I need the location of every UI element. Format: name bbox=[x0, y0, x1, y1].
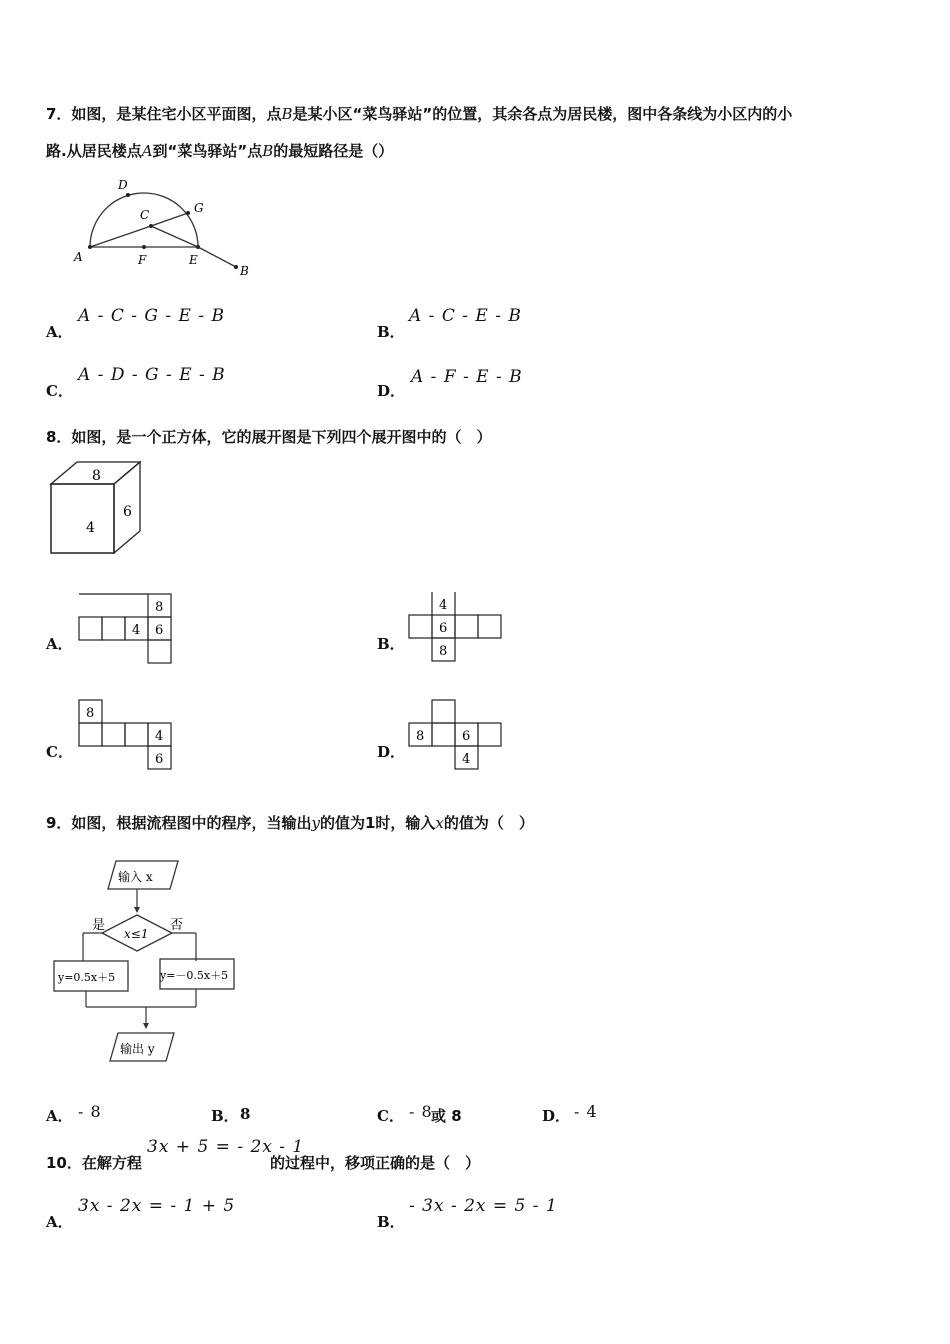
q7-point-e bbox=[196, 245, 200, 249]
q8-a-cell-2 bbox=[102, 617, 125, 640]
q9-cond-text: x≤1 bbox=[124, 927, 149, 941]
q8-cube-front-number: 4 bbox=[86, 520, 95, 536]
q7-point-c bbox=[149, 224, 153, 228]
q8-option-a-net[interactable] bbox=[76, 592, 176, 664]
q8-cube-top-number: 8 bbox=[92, 468, 101, 484]
q7-option-b-label[interactable]: B． bbox=[377, 323, 405, 341]
q7-line-ac bbox=[90, 226, 151, 247]
q7-label-e: E bbox=[189, 253, 198, 267]
q10-option-a-label[interactable]: A． bbox=[46, 1213, 73, 1231]
q8-c-num-right-bottom: 6 bbox=[155, 752, 164, 767]
q7-option-d-text[interactable]: A - F - E - B bbox=[411, 367, 523, 387]
q7-option-b-text[interactable]: A - C - E - B bbox=[409, 306, 522, 326]
q8-option-a-label[interactable]: A． bbox=[46, 635, 73, 653]
q8-b-cell-3 bbox=[455, 615, 478, 638]
q9-arrowhead-2 bbox=[143, 1023, 149, 1029]
q8-c-cell-1 bbox=[79, 723, 102, 746]
q7-point-g bbox=[186, 211, 190, 215]
q10-option-b-text[interactable]: - 3x - 2x = 5 - 1 bbox=[409, 1196, 558, 1216]
q7-map-figure bbox=[70, 175, 260, 280]
q10-option-a-text[interactable]: 3x - 2x = - 1 + 5 bbox=[78, 1196, 236, 1216]
q7-line-eb bbox=[198, 247, 236, 267]
q8-b-num-mid: 6 bbox=[439, 621, 448, 636]
q8-option-d-net[interactable] bbox=[406, 698, 508, 772]
q7-label-f: F bbox=[138, 253, 147, 267]
q8-stem: 8．如图，是一个正方体，它的展开图是下列四个展开图中的（ ） bbox=[46, 428, 492, 446]
q8-a-num-mid1: 4 bbox=[132, 623, 141, 638]
q9-option-b-label[interactable]: B． bbox=[211, 1107, 239, 1125]
q7-option-a-label[interactable]: A． bbox=[46, 323, 73, 341]
q8-d-cell-2 bbox=[432, 723, 455, 746]
q10-stem-part1: 10．在解方程 bbox=[46, 1154, 142, 1172]
q8-a-num-mid2: 6 bbox=[155, 623, 164, 638]
q8-cube-front-face bbox=[51, 484, 114, 553]
q8-a-num-top: 8 bbox=[155, 600, 164, 615]
q8-a-cell-1 bbox=[79, 617, 102, 640]
q9-arrowhead-1 bbox=[134, 907, 140, 913]
q8-b-cell-1 bbox=[409, 615, 432, 638]
q7-label-g: G bbox=[194, 201, 204, 215]
q7-label-b: B bbox=[240, 264, 249, 278]
q9-output-text: 输出 y bbox=[120, 1042, 155, 1056]
q7-label-c: C bbox=[140, 208, 150, 222]
q8-option-c-net[interactable] bbox=[76, 698, 176, 772]
q9-no-label: 否 bbox=[170, 918, 184, 933]
q8-d-num-mid: 6 bbox=[462, 729, 471, 744]
q8-b-num-top: 4 bbox=[439, 598, 448, 613]
q9-option-a-label[interactable]: A． bbox=[46, 1107, 73, 1125]
q8-c-num-right-top: 4 bbox=[155, 729, 164, 744]
q8-cube-side-number: 6 bbox=[123, 504, 132, 520]
q8-c-num-top: 8 bbox=[86, 706, 95, 721]
q7-line-cg bbox=[151, 213, 188, 226]
q8-option-d-label[interactable]: D． bbox=[377, 743, 406, 761]
q8-d-num-bottom: 4 bbox=[462, 752, 471, 767]
q9-option-c-text[interactable]: - 8 bbox=[409, 1102, 433, 1121]
q9-stem: 9．如图，根据流程图中的程序，当输出y的值为1时，输入x的值为（ ） bbox=[46, 814, 534, 832]
q7-point-d bbox=[126, 193, 130, 197]
q9-option-d-text[interactable]: - 4 bbox=[574, 1102, 598, 1121]
q7-point-f bbox=[142, 245, 146, 249]
q9-option-b-text[interactable]: 8 bbox=[240, 1105, 251, 1123]
q9-option-d-label[interactable]: D． bbox=[542, 1107, 571, 1125]
q9-input-text: 输入 x bbox=[118, 870, 153, 884]
q8-d-cell-top bbox=[432, 700, 455, 723]
q8-b-cell-4 bbox=[478, 615, 501, 638]
q9-option-c-suffix[interactable]: 或 8 bbox=[431, 1107, 462, 1125]
q7-option-c-text[interactable]: A - D - G - E - B bbox=[78, 365, 226, 385]
q10-option-b-label[interactable]: B． bbox=[377, 1213, 405, 1231]
q7-stem-line2: 路.从居民楼点A到“菜鸟驿站”点B的最短路径是（） bbox=[46, 142, 394, 160]
q9-right-process-text: y=－0.5x＋5 bbox=[160, 969, 229, 982]
q8-b-num-bottom: 8 bbox=[439, 644, 448, 659]
q9-left-process-text: y=0.5x＋5 bbox=[58, 971, 116, 984]
q8-cube-figure bbox=[48, 458, 143, 558]
q10-equation: 3x + 5 = - 2x - 1 bbox=[147, 1137, 305, 1157]
q8-c-cell-3 bbox=[125, 723, 148, 746]
q8-a-cell-bottom bbox=[148, 640, 171, 663]
q8-d-cell-4 bbox=[478, 723, 501, 746]
q7-line-ce bbox=[151, 226, 198, 247]
q7-point-a bbox=[88, 245, 92, 249]
q7-stem-line1: 7．如图，是某住宅小区平面图，点B是某小区“菜鸟驿站”的位置，其余各点为居民楼，图中各条线为小区内的小 bbox=[46, 105, 793, 123]
q8-option-b-label[interactable]: B． bbox=[377, 635, 405, 653]
q9-option-c-label[interactable]: C． bbox=[377, 1107, 404, 1125]
q10-stem-part2: 的过程中，移项正确的是（ ） bbox=[270, 1154, 481, 1172]
q7-option-c-label[interactable]: C． bbox=[46, 382, 73, 400]
q7-label-d: D bbox=[118, 178, 128, 192]
q7-option-d-label[interactable]: D． bbox=[377, 382, 406, 400]
q7-option-a-text[interactable]: A - C - G - E - B bbox=[78, 306, 225, 326]
q7-point-b bbox=[234, 265, 238, 269]
q9-yes-label: 是 bbox=[92, 918, 106, 933]
q9-option-a-text[interactable]: - 8 bbox=[78, 1102, 102, 1121]
q8-d-num-left: 8 bbox=[416, 729, 425, 744]
q8-option-b-net[interactable] bbox=[406, 590, 508, 664]
q7-label-a: A bbox=[74, 250, 83, 264]
q9-flowchart bbox=[48, 855, 248, 1070]
q8-c-cell-2 bbox=[102, 723, 125, 746]
q8-option-c-label[interactable]: C． bbox=[46, 743, 73, 761]
